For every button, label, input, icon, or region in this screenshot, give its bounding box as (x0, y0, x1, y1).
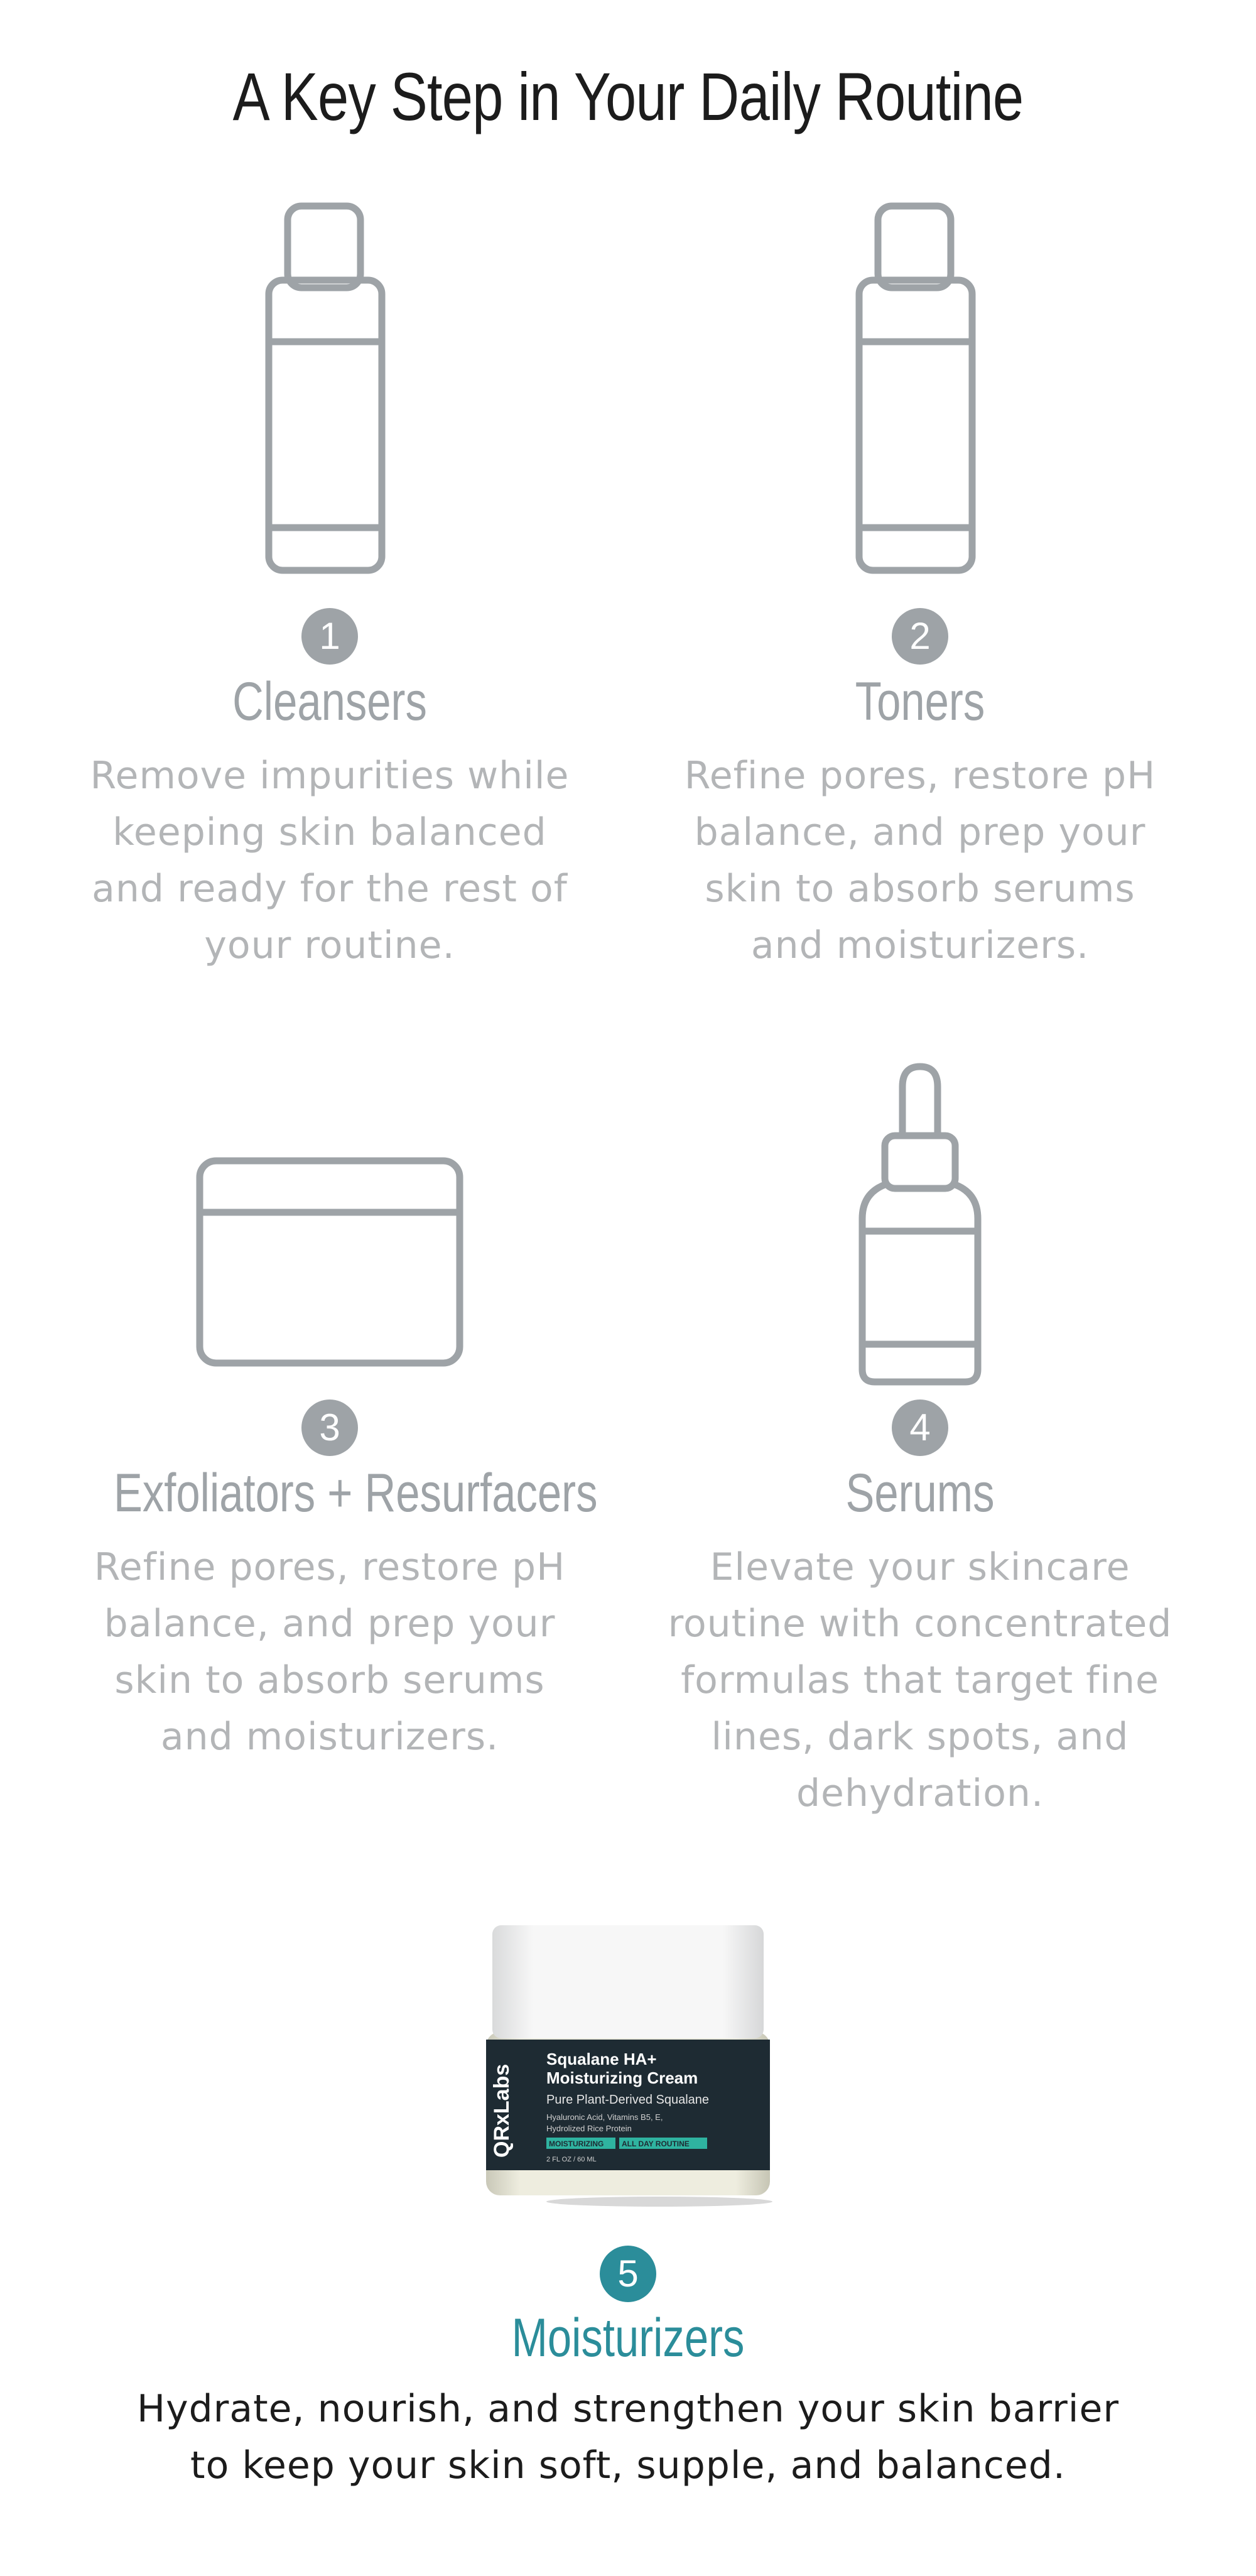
step-serums (650, 1043, 1190, 1859)
page-title: A Key Step in Your Daily Routine (232, 58, 1024, 134)
product-tag-routine: ALL DAY ROUTINE (622, 2139, 690, 2148)
step-title: Cleansers (232, 671, 427, 732)
product-jar-image (484, 1925, 772, 2208)
dropper-bottle-icon (650, 1062, 1190, 1388)
step-number-badge: 1 (301, 608, 358, 665)
step-toners (650, 188, 1190, 1005)
step-title: Moisturizers (511, 2308, 745, 2368)
product-subtitle: Pure Plant-Derived Squalane (546, 2093, 710, 2107)
product-name-line2: Moisturizing Cream (546, 2068, 698, 2087)
product-name-line1: Squalane HA+ (546, 2050, 657, 2068)
step-description: Remove impurities while keeping skin balanced and ready for the rest of your routine. (90, 754, 570, 967)
step-number-badge: 5 (600, 2246, 656, 2302)
product-tag-moisturizing: MOISTURIZING (549, 2139, 604, 2148)
bottle-icon (60, 201, 600, 578)
step-title: Toners (855, 671, 985, 732)
step-title: Serums (845, 1463, 995, 1523)
product-ingredients-line1: Hyaluronic Acid, Vitamins B5, E, (546, 2112, 663, 2122)
step-exfoliators (60, 1043, 600, 1859)
product-size: 2 FL OZ / 60 ML (546, 2156, 597, 2163)
step-description: Elevate your skincare routine with concentrated formulas that target fine lines, dark spots, and dehydration. (668, 1545, 1172, 1815)
step-description: Refine pores, restore pH balance, and prep your skin to absorb serums and moisturizers. (684, 754, 1156, 967)
step-title: Exfoliators + Resurfacers (114, 1463, 598, 1523)
product-ingredients-line2: Hydrolized Rice Protein (546, 2124, 632, 2133)
step-number-badge: 2 (892, 608, 948, 665)
product-brand: QRxLabs (490, 2063, 514, 2158)
pad-tub-icon (60, 1156, 600, 1369)
step-description: Refine pores, restore pH balance, and prep your skin to absorb serums and moisturizers. (94, 1545, 566, 1759)
step-number-badge: 3 (301, 1399, 358, 1456)
step-number-badge: 4 (892, 1399, 948, 1456)
step-moisturizers (94, 2246, 1162, 2560)
bottle-icon (650, 201, 1190, 578)
step-cleansers (60, 188, 600, 1005)
step-description: Hydrate, nourish, and strengthen your skin barrier to keep your skin soft, supple, and balanced. (136, 2387, 1120, 2487)
